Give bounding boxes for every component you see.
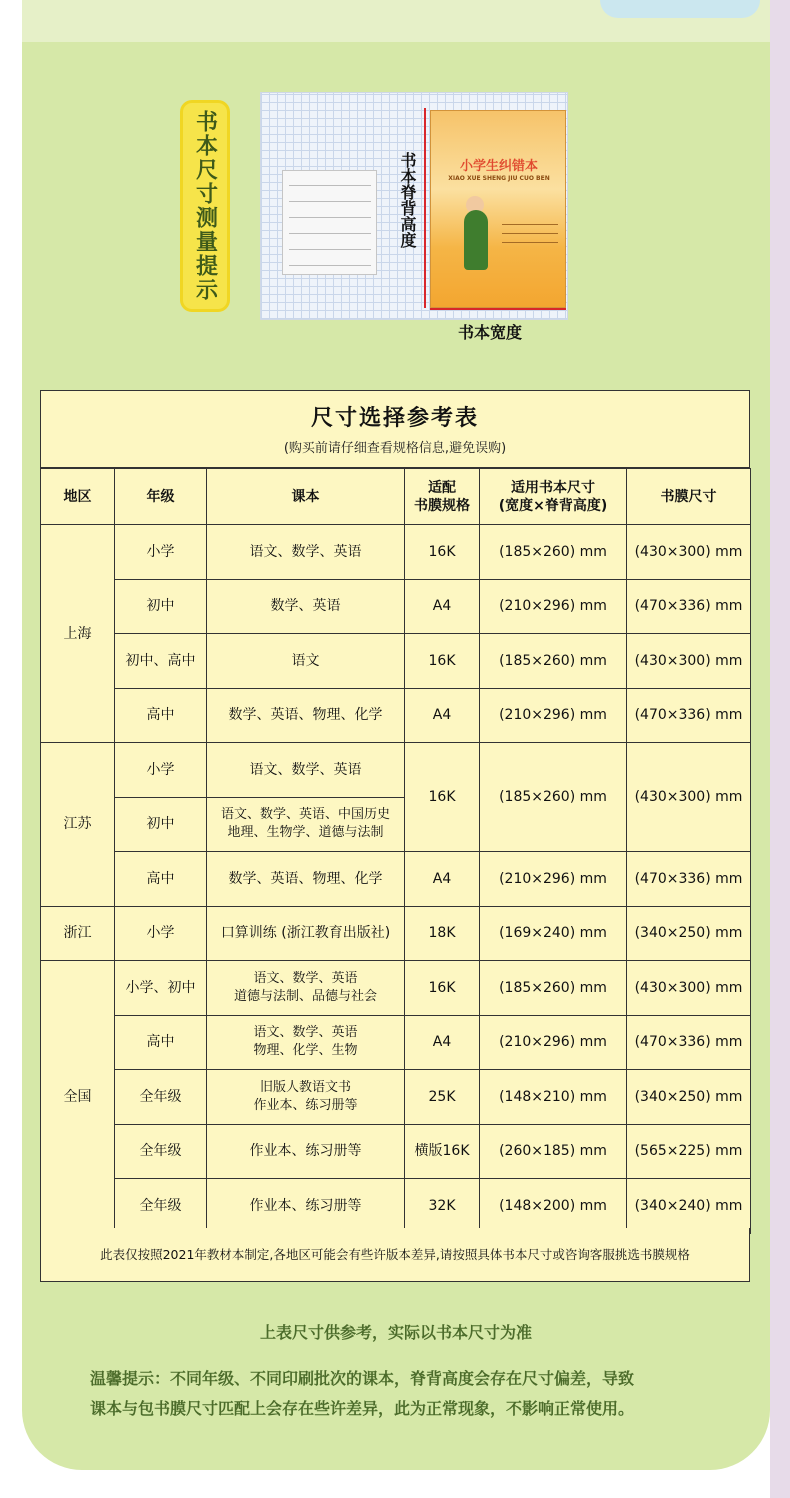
table-row [41, 1179, 751, 1234]
film-size-cell: (340×250) mm [627, 906, 751, 961]
grade-cell: 全年级 [115, 1179, 207, 1234]
table-footnote: 此表仅按照2021年教材本制定,各地区可能会有些许版本差异,请按照具体书本尺寸或咨询客服挑选书膜规格 [40, 1228, 750, 1282]
warm-tip-line: 课本与包书膜尺寸匹配上会存在些许差异，此为正常现象，不影响正常使用。 [90, 1399, 635, 1418]
textbook-cell: 语文 [207, 634, 405, 689]
book-cover-pinyin: XIAO XUE SHENG JIU CUO BEN [448, 175, 550, 182]
spec-cell: A4 [405, 579, 480, 634]
spec-cell: 25K [405, 1070, 480, 1125]
grade-cell: 小学、初中 [115, 961, 207, 1016]
spec-cell: 16K [405, 743, 480, 852]
textbook-cell: 数学、英语 [207, 579, 405, 634]
spine-height-marker [424, 108, 426, 308]
cover-child-figure-image [464, 210, 488, 270]
textbook-cell: 数学、英语、物理、化学 [207, 852, 405, 907]
spec-cell: 16K [405, 634, 480, 689]
book-size-cell: (210×296) mm [480, 579, 627, 634]
book-size-cell: (148×200) mm [480, 1179, 627, 1234]
book-width-label: 书本宽度 [458, 323, 523, 342]
spec-cell: A4 [405, 852, 480, 907]
measure-tip-badge [180, 100, 230, 312]
table-row [41, 852, 751, 907]
table-row [41, 1124, 751, 1179]
book-size-cell: (169×240) mm [480, 906, 627, 961]
textbook-cell: 语文、数学、英语 物理、化学、生物 [207, 1015, 405, 1070]
table-header-banner [40, 390, 750, 468]
table-row [41, 634, 751, 689]
page-margin-right [770, 0, 790, 1498]
spec-cell: A4 [405, 1015, 480, 1070]
grade-cell: 高中 [115, 1015, 207, 1070]
grade-cell: 小学 [115, 525, 207, 580]
film-size-cell: (470×336) mm [627, 579, 751, 634]
textbook-cell: 数学、英语、物理、化学 [207, 688, 405, 743]
spine-height-label: 书本脊背高度 [398, 152, 417, 248]
measure-tip-label: 书本尺寸测量提示 [192, 110, 218, 302]
grade-cell: 小学 [115, 906, 207, 961]
region-cell: 浙江 [41, 906, 115, 961]
spec-cell: 16K [405, 525, 480, 580]
grade-cell: 高中 [115, 688, 207, 743]
textbook-cell: 作业本、练习册等 [207, 1124, 405, 1179]
warm-tip-line: 温馨提示：不同年级、不同印刷批次的课本，脊背高度会存在尺寸偏差，导致 [90, 1369, 635, 1388]
film-size-cell: (430×300) mm [627, 743, 751, 852]
header-textbook: 课本 [207, 469, 405, 525]
book-size-cell: (185×260) mm [480, 961, 627, 1016]
size-table [40, 468, 751, 1234]
spec-cell: 18K [405, 906, 480, 961]
book-size-cell: (210×296) mm [480, 688, 627, 743]
book-size-cell: (210×296) mm [480, 852, 627, 907]
film-size-cell: (430×300) mm [627, 634, 751, 689]
film-size-cell: (470×336) mm [627, 688, 751, 743]
textbook-cell: 语文、数学、英语 [207, 525, 405, 580]
spec-cell: 16K [405, 961, 480, 1016]
header-film-spec: 适配 书膜规格 [405, 469, 480, 525]
book-size-cell: (185×260) mm [480, 525, 627, 580]
textbook-cell: 口算训练 (浙江教育出版社) [207, 906, 405, 961]
page-margin-left [0, 0, 22, 1498]
grade-cell: 初中、高中 [115, 634, 207, 689]
cover-name-fields [502, 216, 558, 246]
grade-cell: 全年级 [115, 1070, 207, 1125]
header-grade: 年级 [115, 469, 207, 525]
spec-cell: 横版16K [405, 1124, 480, 1179]
book-front-cover-image [430, 110, 566, 308]
table-title: 尺寸选择参考表 [310, 406, 479, 431]
film-size-cell: (430×300) mm [627, 525, 751, 580]
book-size-cell: (260×185) mm [480, 1124, 627, 1179]
region-cell: 全国 [41, 961, 115, 1234]
book-size-cell: (210×296) mm [480, 1015, 627, 1070]
film-size-cell: (470×336) mm [627, 1015, 751, 1070]
warm-tip [90, 1364, 730, 1424]
table-row [41, 1070, 751, 1125]
table-subtitle: (购买前请仔细查看规格信息,避免误购) [283, 441, 507, 456]
header-book-size: 适用书本尺寸 (宽度×脊背高度) [480, 469, 627, 525]
spec-cell: 32K [405, 1179, 480, 1234]
table-row [41, 688, 751, 743]
table-row [41, 906, 751, 961]
film-size-cell: (565×225) mm [627, 1124, 751, 1179]
table-header-row [41, 469, 751, 525]
header-region: 地区 [41, 469, 115, 525]
table-row [41, 579, 751, 634]
textbook-cell: 语文、数学、英语、中国历史 地理、生物学、道德与法制 [207, 797, 405, 852]
table-row [41, 961, 751, 1016]
textbook-cell: 语文、数学、英语 道德与法制、品德与社会 [207, 961, 405, 1016]
book-size-cell: (185×260) mm [480, 634, 627, 689]
film-size-cell: (470×336) mm [627, 852, 751, 907]
grade-cell: 高中 [115, 852, 207, 907]
film-size-cell: (340×250) mm [627, 1070, 751, 1125]
table-row [41, 1015, 751, 1070]
book-size-cell: (185×260) mm [480, 743, 627, 852]
header-film-size: 书膜尺寸 [627, 469, 751, 525]
grade-cell: 初中 [115, 797, 207, 852]
region-cell: 上海 [41, 525, 115, 743]
film-size-cell: (340×240) mm [627, 1179, 751, 1234]
grade-cell: 小学 [115, 743, 207, 798]
table-row [41, 743, 751, 798]
spec-cell: A4 [405, 688, 480, 743]
table-row [41, 525, 751, 580]
film-size-cell: (430×300) mm [627, 961, 751, 1016]
book-cover-title: 小学生纠错本 [459, 159, 538, 174]
book-size-cell: (148×210) mm [480, 1070, 627, 1125]
book-width-marker [430, 308, 566, 310]
cover-back-form-image [282, 170, 377, 275]
textbook-cell: 语文、数学、英语 [207, 743, 405, 798]
top-decoration [600, 0, 760, 18]
grade-cell: 初中 [115, 579, 207, 634]
textbook-cell: 旧版人教语文书 作业本、练习册等 [207, 1070, 405, 1125]
grade-cell: 全年级 [115, 1124, 207, 1179]
textbook-cell: 作业本、练习册等 [207, 1179, 405, 1234]
region-cell: 江苏 [41, 743, 115, 907]
reference-notice: 上表尺寸供参考，实际以书本尺寸为准 [259, 1323, 532, 1342]
